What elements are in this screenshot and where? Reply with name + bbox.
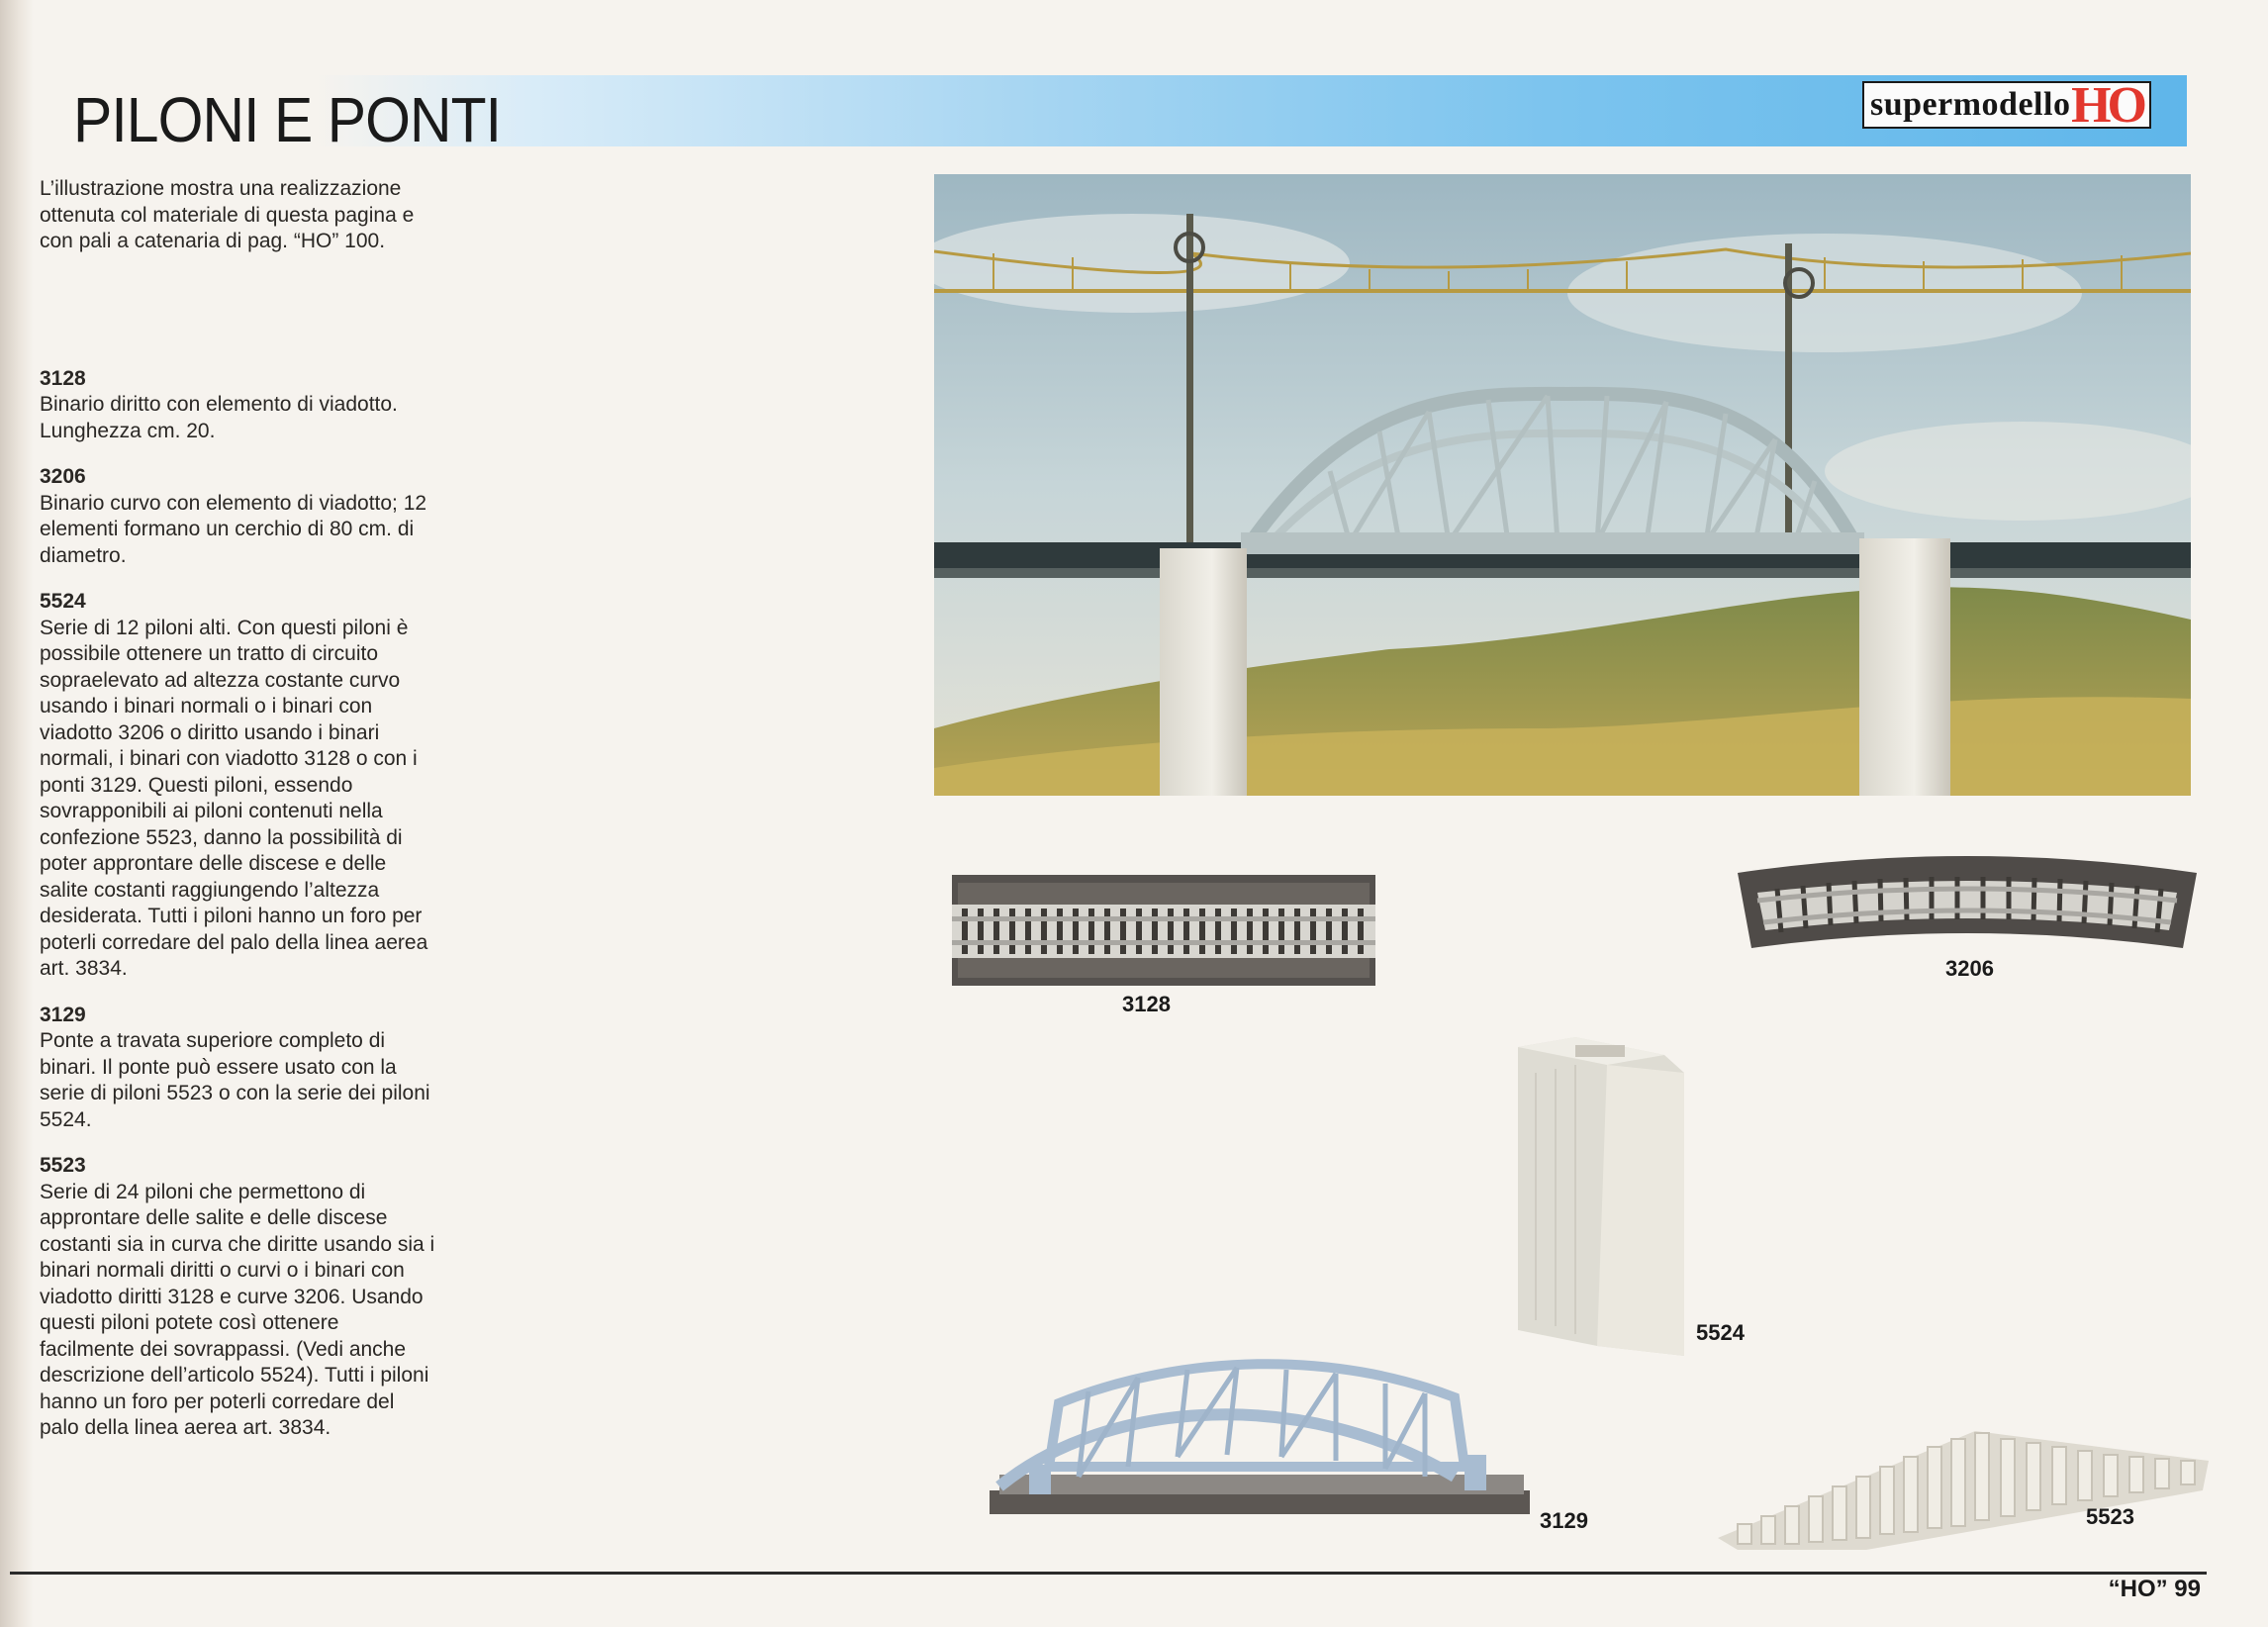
product-label-5524: 5524 (1696, 1320, 1745, 1345)
entry-3129 (40, 1003, 435, 1134)
brand-name: supermodello (1870, 86, 2071, 123)
footer-rule (10, 1572, 2207, 1575)
page-title: PILONI E PONTI (73, 84, 502, 155)
entry-5524 (40, 589, 435, 983)
product-label-3129: 3129 (1540, 1508, 1588, 1533)
entry-description: Binario curvo con elemento di viadotto; 12 elementi formano un cerchio di 80 cm. di diametro. (40, 491, 427, 567)
bridge-layout-photo (934, 174, 2191, 796)
entry-description: Serie di 12 piloni alti. Con questi piloni è possibile ottenere un tratto di circuito sopraelevato ad altezza costante curvo usando i binari normali o i binari con viadotto 3206 o diritto usando i binari normali, i binari con viadotto 3128 o con i ponti 3129. Questi piloni, essendo sovrapponibili ai piloni contenuti nella confezione 5523, danno la possibilità di poter approntare delle discese e delle salite costanti raggiungendo l’altezza desiderata. Tutti i piloni hanno un foro per poterli corredare del palo della linea aerea art. 3834. (40, 616, 428, 980)
entry-code: 3129 (40, 1003, 86, 1026)
entry-3128 (40, 366, 435, 445)
product-3128-illustration (952, 875, 1375, 986)
product-5523-illustration (1718, 1421, 2209, 1550)
product-label-5523: 5523 (2086, 1504, 2134, 1529)
intro-text: L’illustrazione mostra una realizzazione ottenuta col materiale di questa pagina e con pali a catenaria di pag. “HO” 100. (40, 177, 415, 252)
brand-ho-mark: HO (2071, 77, 2143, 134)
entry-description: Ponte a travata superiore completo di binari. Il ponte può essere usato con la serie di piloni 5523 o con la serie dei piloni 5524. (40, 1029, 430, 1131)
page-number: “HO” 99 (2108, 1576, 2201, 1602)
page-spine-shadow (0, 0, 34, 1627)
description-column (40, 176, 435, 1462)
product-3206-illustration (1738, 849, 2197, 968)
entry-code: 5524 (40, 590, 86, 613)
entry-code: 3128 (40, 366, 86, 390)
entry-code: 5523 (40, 1154, 86, 1177)
product-3129-illustration (990, 1358, 1530, 1526)
entry-code: 3206 (40, 465, 86, 488)
entry-5523 (40, 1153, 435, 1442)
entry-3206 (40, 464, 435, 569)
product-5524-illustration (1516, 1033, 1690, 1356)
product-label-3206: 3206 (1945, 956, 1994, 981)
product-label-3128: 3128 (1122, 992, 1171, 1016)
entry-description: Binario diritto con elemento di viadotto. Lunghezza cm. 20. (40, 393, 398, 442)
entry-description: Serie di 24 piloni che permettono di approntare delle salite e delle discese costanti sia in curva che diritte usando sia i binari normali diritti o curvi o i binari con viadotto diritti 3128 e curve 3206. Usando questi piloni potete così ottenere facilmente dei sovrappassi. (Vedi anche descrizione dell’articolo 5524). Tutti i piloni hanno un foro per poterli corredare del palo della linea aerea art. 3834. (40, 1180, 435, 1439)
brand-logo (1862, 77, 2151, 134)
